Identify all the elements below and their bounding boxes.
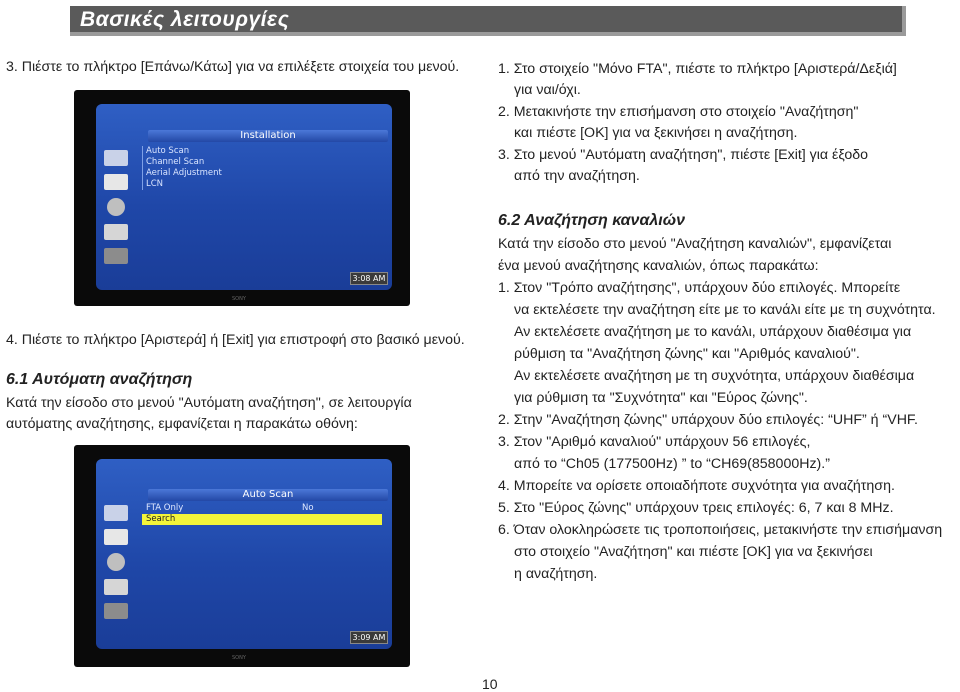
menu-icon-column <box>98 144 134 272</box>
menu-item-aerial-adjustment[interactable]: Aerial Adjustment <box>146 168 222 178</box>
body-line-15: στο στοιχείο "Αναζήτηση" και πιέστε [ΟΚ] για να ξεκινήσει <box>514 544 873 560</box>
body-line-4: να εκτελέσετε την αναζήτηση είτε με το κανάλι είτε με τη συχνότητα. <box>514 302 936 318</box>
clock-display: 3:08 AM <box>350 272 388 285</box>
fta-only-value: No <box>302 503 314 513</box>
auto-scan-menu-panel <box>96 459 392 649</box>
body-line-5: Αν εκτελέσετε αναζήτηση με το κανάλι, υπάρχουν διαθέσιμα για <box>514 324 912 340</box>
menu-item-auto-scan[interactable]: Auto Scan <box>146 146 190 156</box>
tv-brand-logo: SONY <box>232 655 246 661</box>
section-6-2-title: 6.2 Αναζήτηση καναλιών <box>498 212 685 229</box>
satellite-icon <box>104 529 128 545</box>
search-label: Search <box>146 514 176 524</box>
step-4-text: 4. Πιέστε το πλήκτρο [Αριστερά] ή [Exit] για επιστροφή στο βασικό μενού. <box>6 332 465 348</box>
menu-item-channel-scan[interactable]: Channel Scan <box>146 157 205 167</box>
body-line-3: 1. Στον "Τρόπο αναζήτησης", υπάρχουν δύο επιλογές. Μπορείτε <box>498 280 901 296</box>
section-6-1-line-2: αυτόματης αναζήτησης, εμφανίζεται η παρακάτω οθόνη: <box>6 416 358 432</box>
menu-icon-column <box>98 499 134 627</box>
right-line-3: 2. Μετακινήστε την επισήμανση στο στοιχείο "Αναζήτηση" <box>498 104 859 120</box>
menu-title: Installation <box>148 130 388 142</box>
body-line-6: ρύθμιση τα "Αναζήτηση ζώνης" και "Αριθμός καναλιού". <box>514 346 860 362</box>
installation-screenshot <box>74 90 410 306</box>
banner-title: Βασικές λειτουργίες <box>80 8 290 31</box>
section-6-1-line-1: Κατά την είσοδο στο μενού "Αυτόματη αναζήτηση", σε λειτουργία <box>6 395 412 411</box>
body-line-13: 5. Στο "Εύρος ζώνης" υπάρχουν τρεις επιλογές: 6, 7 και 8 MHz. <box>498 500 894 516</box>
right-line-6: από την αναζήτηση. <box>514 168 640 184</box>
right-line-1: 1. Στο στοιχείο "Μόνο FTA", πιέστε το πλήκτρο [Αριστερά/Δεξιά] <box>498 61 897 77</box>
tools-icon <box>104 224 128 240</box>
installation-menu-list <box>142 146 222 190</box>
tv-icon <box>104 150 128 166</box>
tv-brand-logo: SONY <box>232 296 246 302</box>
auto-scan-screenshot <box>74 445 410 667</box>
body-line-14: 6. Όταν ολοκληρώσετε τις τροποποιήσεις, μετακινήστε την επισήμανση <box>498 522 943 538</box>
body-line-11: από το “Ch05 (177500Hz) ” to “CH69(858000Hz).” <box>514 456 830 472</box>
body-line-1: Κατά την είσοδο στο μενού "Αναζήτηση καναλιών", εμφανίζεται <box>498 236 892 252</box>
body-line-8: για ρύθμιση τα "Συχνότητα" και "Εύρος ζώνης". <box>514 390 808 406</box>
body-line-10: 3. Στον "Αριθμό καναλιού" υπάρχουν 56 επιλογές, <box>498 434 811 450</box>
satellite-icon <box>104 174 128 190</box>
tv-icon <box>104 505 128 521</box>
clapper-icon <box>104 248 128 264</box>
body-line-7: Αν εκτελέσετε αναζήτηση με τη συχνότητα, υπάρχουν διαθέσιμα <box>514 368 915 384</box>
fta-only-label: FTA Only <box>146 503 184 513</box>
gear-icon <box>107 553 125 571</box>
right-line-2: για ναι/όχι. <box>514 82 581 98</box>
body-line-12: 4. Μπορείτε να ορίσετε οποιαδήποτε συχνότητα για αναζήτηση. <box>498 478 895 494</box>
clapper-icon <box>104 603 128 619</box>
menu-item-lcn[interactable]: LCN <box>146 179 164 189</box>
gear-icon <box>107 198 125 216</box>
menu-title: Auto Scan <box>148 489 388 501</box>
right-line-4: και πιέστε [ΟΚ] για να ξεκινήσει η αναζήτηση. <box>514 125 798 141</box>
tools-icon <box>104 579 128 595</box>
body-line-16: η αναζήτηση. <box>514 566 598 582</box>
body-line-2: ένα μενού αναζήτησης καναλιών, όπως παρακάτω: <box>498 258 819 274</box>
section-6-1-title: 6.1 Αυτόματη αναζήτηση <box>6 371 193 388</box>
fta-only-row[interactable] <box>142 503 382 514</box>
page-number: 10 <box>482 676 498 692</box>
step-3-text: 3. Πιέστε το πλήκτρο [Επάνω/Κάτω] για να επιλέξετε στοιχεία του μενού. <box>6 59 460 75</box>
clock-display: 3:09 AM <box>350 631 388 644</box>
installation-menu-panel <box>96 104 392 290</box>
body-line-9: 2. Στην "Αναζήτηση ζώνης" υπάρχουν δύο επιλογές: “UHF” ή “VHF. <box>498 412 918 428</box>
search-row[interactable] <box>142 514 382 525</box>
section-banner <box>70 6 906 36</box>
right-line-5: 3. Στο μενού "Αυτόματη αναζήτηση", πιέστε [Exit] για έξοδο <box>498 147 869 163</box>
